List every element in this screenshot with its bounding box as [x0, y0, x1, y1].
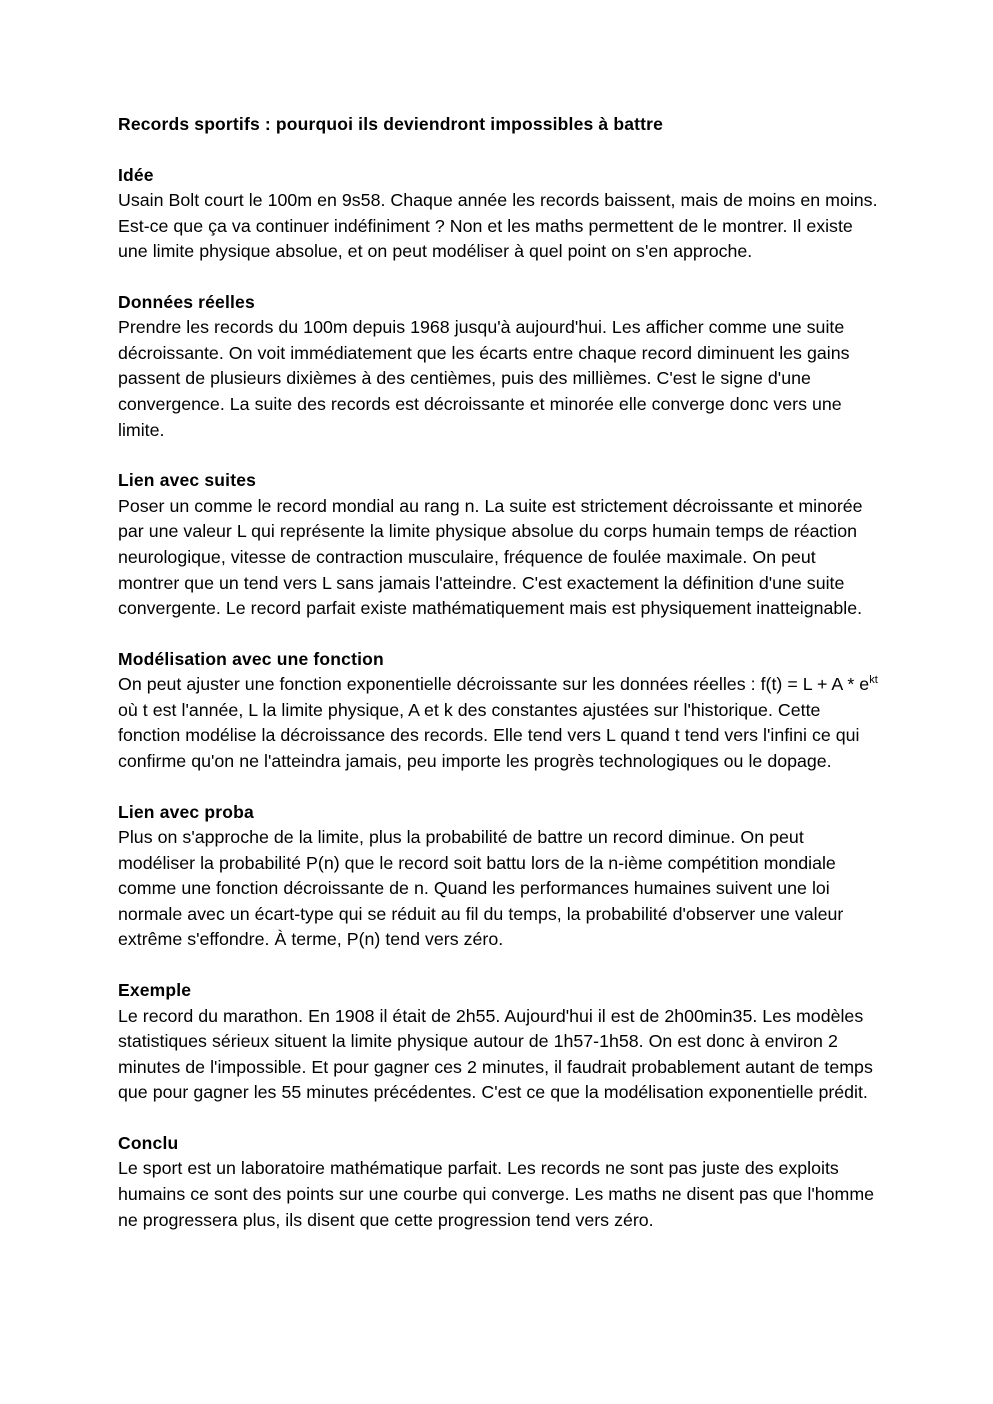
page-title: Records sportifs : pourquoi ils deviendront impossibles à battre	[118, 114, 664, 134]
section-heading: Lien avec suites	[118, 470, 257, 491]
document-sections	[118, 163, 878, 1234]
document-section	[118, 1131, 878, 1233]
document-section	[118, 163, 878, 265]
document-section	[118, 800, 878, 953]
section-heading: Modélisation avec une fonction	[118, 648, 384, 669]
section-heading: Données réelles	[118, 291, 255, 312]
paragraph-text: Plus on s'approche de la limite, plus la probabilité de battre un record diminue. On peut modéliser la probabilité P(n) que le record soit battu lors de la n-ième compétition mondiale comme une fonction décroissante de n. Quand les performances humaines suivent une loi normale avec un écart-type qui se réduit au fil du temps, la probabilité d'observer une valeur extrême s'effondre. À terme, P(n) tend vers zéro.	[118, 827, 844, 950]
paragraph-text: Le record du marathon. En 1908 il était de 2h55. Aujourd'hui il est de 2h00min35. Les modèles statistiques sérieux situent la limite physique autour de 1h57-1h58. On est donc à environ 2 minutes de l'impossible. Et pour gagner ces 2 minutes, il faudrait probablement autant de temps que pour gagner les 55 minutes précédentes. C'est ce que la modélisation exponentielle prédit.	[118, 1005, 873, 1103]
document-section	[118, 647, 878, 775]
document-section	[118, 468, 878, 621]
section-heading: Lien avec proba	[118, 801, 254, 822]
section-paragraph	[118, 1004, 878, 1106]
section-paragraph	[118, 315, 878, 443]
section-heading: Idée	[118, 164, 154, 185]
paragraph-text: Poser un comme le record mondial au rang n. La suite est strictement décroissante et minorée par une valeur L qui représente la limite physique absolue du corps humain temps de réaction neurologique, vitesse de contraction musculaire, fréquence de foulée maximale. On peut montrer que un tend vers L sans jamais l'atteindre. C'est exactement la définition d'une suite convergente. Le record parfait existe mathématiquement mais est physiquement inatteignable.	[118, 495, 863, 619]
section-paragraph	[118, 672, 878, 774]
exponent-text: kt	[869, 674, 878, 687]
document-section	[118, 290, 878, 443]
paragraph-text: Usain Bolt court le 100m en 9s58. Chaque année les records baissent, mais de moins en moins. Est-ce que ça va continuer indéfiniment ? Non et les maths permettent de le montrer. Il existe une limite physique absolue, et on peut modéliser à quel point on s'en approche.	[118, 190, 878, 262]
paragraph-text: Le sport est un laboratoire mathématique parfait. Les records ne sont pas juste des exploits humains ce sont des points sur une courbe qui converge. Les maths ne disent pas que l'homme ne progressera plus, ils disent que cette progression tend vers zéro.	[118, 1158, 875, 1230]
document-section	[118, 978, 878, 1106]
section-paragraph	[118, 188, 878, 265]
section-heading: Conclu	[118, 1132, 179, 1153]
section-paragraph	[118, 1156, 878, 1233]
section-paragraph	[118, 494, 878, 622]
section-heading: Exemple	[118, 980, 192, 1001]
paragraph-text: On peut ajuster une fonction exponentielle décroissante sur les données réelles : f(t) = L + A * e	[118, 674, 870, 695]
section-paragraph	[118, 825, 878, 953]
paragraph-text: Prendre les records du 100m depuis 1968 jusqu'à aujourd'hui. Les afficher comme une suite décroissante. On voit immédiatement que les écarts entre chaque record diminuent les gains passent de plusieurs dixièmes à des centièmes, puis des millièmes. C'est le signe d'une convergence. La suite des records est décroissante et minorée elle converge donc vers une limite.	[118, 317, 850, 440]
paragraph-text-continued: où t est l'année, L la limite physique, A et k des constantes ajustées sur l'historique. Cette fonction modélise la décroissance des records. Elle tend vers L quand t tend vers l'infini ce qui confirme qu'on ne l'atteindra jamais, peu importe les progrès technologiques ou le dopage.	[118, 699, 860, 771]
